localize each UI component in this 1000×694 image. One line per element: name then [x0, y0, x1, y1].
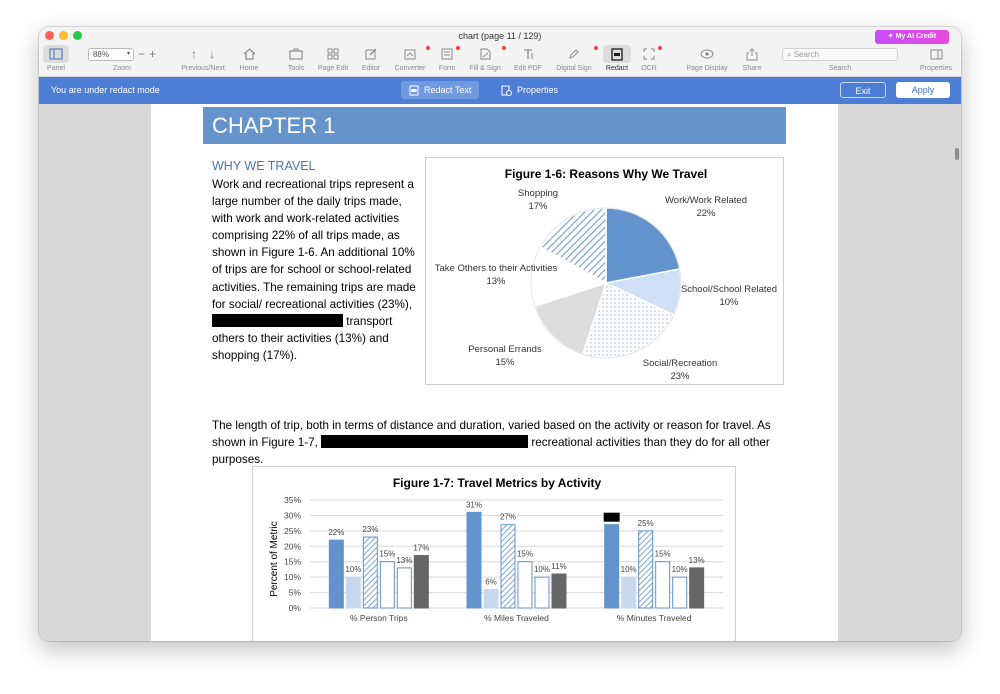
home-button[interactable] [235, 45, 263, 72]
redact-mode-bar [39, 77, 961, 104]
properties-panel-button[interactable] [913, 45, 959, 72]
pie-chart-title: Figure 1-6: Reasons Why We Travel [504, 167, 708, 181]
ai-credit-button[interactable]: ✦ My AI Credit [875, 30, 949, 44]
bar-chart-y-axis-label: Percent of Metric [269, 521, 280, 597]
toolbox-icon [289, 48, 303, 60]
bar [605, 525, 619, 608]
convert-icon [404, 48, 416, 60]
panel-label: Panel [47, 65, 65, 72]
redaction-box[interactable] [321, 435, 528, 448]
section-heading: WHY WE TRAVEL [212, 159, 316, 173]
redact-text-icon [409, 85, 419, 96]
bar-value-label: 15% [379, 549, 396, 559]
search-placeholder: Search [793, 49, 820, 59]
pie-slice-category-label: Work/Work Related [664, 195, 748, 206]
bar [639, 531, 653, 608]
pie-slice-value-label: 23% [670, 371, 690, 382]
bar-value-label: 10% [620, 565, 637, 575]
pie-slice-value-label: 15% [495, 357, 515, 368]
pie-chart-figure [425, 157, 784, 385]
text-edit-icon [522, 48, 534, 60]
pie-slice-value-label: 13% [486, 276, 506, 287]
previous-page-button[interactable]: ↑ [191, 47, 197, 61]
pie-slice-value-label: 17% [528, 201, 548, 212]
ai-credit-label: My AI Credit [895, 33, 937, 40]
share-button[interactable] [739, 45, 765, 72]
bar [346, 577, 360, 608]
y-tick-label: 20% [283, 541, 301, 552]
bar-value-label: 13% [396, 555, 413, 565]
sidebar-right-icon [930, 49, 943, 60]
digital-sign-button[interactable] [551, 45, 597, 72]
converter-button[interactable] [391, 45, 429, 72]
home-label: Home [239, 65, 259, 72]
bar-value-label: 10% [345, 565, 362, 575]
bar-chart-title: Figure 1-7: Travel Metrics by Activity [392, 476, 602, 490]
pie-slice-value-label: 22% [696, 208, 716, 219]
notification-dot [456, 46, 460, 50]
page-display-button[interactable] [681, 45, 733, 72]
pdf-page [151, 104, 838, 641]
prev-next-label: Previous/Next [181, 65, 225, 72]
edit-icon [365, 48, 377, 60]
digital-sign-label: Digital Sign [556, 65, 592, 72]
pie-slice-category-label: Personal Errands [468, 344, 542, 355]
bar [501, 525, 515, 608]
bar [535, 577, 549, 608]
bar [552, 574, 566, 608]
y-tick-label: 25% [283, 525, 301, 536]
y-tick-label: 35% [283, 495, 301, 505]
properties-tab-label: Properties [517, 85, 559, 95]
window-title: chart (page 11 / 129) [458, 31, 542, 41]
redact-mode-message: You are under redact mode [51, 85, 160, 95]
paragraph-2-text-b: recreational activities than they do for all other purposes. [212, 436, 770, 467]
bar [363, 537, 377, 608]
next-page-button[interactable]: ↓ [209, 47, 215, 61]
search-label: Search [828, 65, 852, 72]
bar-value-label: 15% [516, 549, 534, 559]
share-label: Share [742, 65, 762, 72]
chevron-down-icon: ▾ [126, 50, 130, 57]
paragraph-2 [212, 417, 772, 468]
bar [380, 562, 394, 608]
properties-icon [501, 85, 512, 96]
grid-icon [327, 48, 339, 60]
form-label: Form [438, 65, 456, 72]
bar-value-label: 31% [465, 500, 483, 510]
search-control [781, 45, 899, 72]
panel-button[interactable] [43, 45, 69, 72]
redact-label: Redact [605, 65, 629, 72]
page-edit-label: Page Edit [317, 65, 349, 72]
zoom-in-button[interactable]: + [149, 47, 157, 61]
app-window [39, 27, 961, 641]
home-icon [243, 48, 256, 60]
ocr-icon [643, 48, 655, 60]
bar [414, 556, 428, 608]
zoom-select[interactable] [88, 48, 134, 61]
search-icon: ⌕ [787, 49, 794, 59]
document-viewer[interactable] [39, 104, 961, 641]
search-input[interactable] [782, 48, 898, 61]
edit-pdf-button[interactable] [509, 45, 547, 72]
share-icon [746, 48, 758, 61]
redaction-box[interactable] [212, 314, 343, 327]
x-category-label: % Minutes Traveled [616, 613, 692, 623]
y-tick-label: 30% [283, 510, 301, 521]
properties-tab[interactable] [493, 81, 566, 99]
pie-slice-category-label: Take Others to their Activities [434, 263, 558, 274]
y-tick-label: 10% [283, 572, 301, 583]
redact-button[interactable] [603, 45, 631, 72]
x-category-label: % Miles Traveled [484, 613, 549, 623]
redact-text-tab[interactable] [401, 81, 479, 99]
properties-toolbar-label: Properties [920, 65, 952, 72]
pen-icon [568, 48, 580, 60]
tools-button[interactable] [283, 45, 309, 72]
converter-label: Converter [394, 65, 426, 72]
fill-sign-icon [479, 48, 491, 60]
bar [484, 589, 498, 608]
pie-slice-value-label: 10% [719, 297, 739, 308]
y-tick-label: 0% [288, 603, 301, 613]
bar-value-label: 6% [485, 577, 497, 587]
y-tick-label: 5% [288, 587, 301, 598]
bar [673, 577, 687, 608]
ocr-button[interactable] [637, 45, 661, 72]
pie-slice-category-label: Shopping [517, 188, 559, 199]
bar [622, 577, 636, 608]
x-category-label: % Person Trips [350, 613, 408, 623]
zoom-control [83, 45, 161, 72]
title-bar [39, 27, 961, 77]
apply-button[interactable]: Apply [896, 82, 950, 98]
bar-value-label: 23% [362, 525, 379, 535]
paragraph-1 [212, 176, 420, 364]
page-display-label: Page Display [686, 65, 728, 72]
notification-dot [594, 46, 598, 50]
bar-value-label: 15% [654, 549, 671, 559]
paragraph-2-text-a: The length of trip, both in terms of distance and duration, varied based on the activity or reason for travel. As shown in Figure 1-7, [212, 419, 771, 450]
bar [397, 568, 411, 608]
eye-icon [700, 49, 714, 59]
tools-label: Tools [287, 65, 305, 72]
pie-chart [426, 158, 785, 386]
bar-value-label: 22% [328, 528, 345, 538]
zoom-label: Zoom [113, 65, 131, 72]
editor-button[interactable] [357, 45, 385, 72]
fill-sign-button[interactable] [465, 45, 505, 72]
bar-value-label: 17% [413, 543, 430, 553]
bar-value-label: 11% [551, 562, 567, 572]
notification-dot [426, 46, 430, 50]
ocr-label: OCR [641, 65, 657, 72]
zoom-value: 88% [92, 49, 109, 59]
zoom-out-button[interactable]: − [137, 47, 145, 61]
edit-pdf-label: Edit PDF [513, 65, 542, 72]
bar [329, 540, 343, 608]
y-tick-label: 15% [283, 556, 301, 567]
page-edit-button[interactable] [315, 45, 351, 72]
redaction-box[interactable] [604, 513, 620, 522]
bar-chart [253, 467, 737, 641]
editor-label: Editor [361, 65, 381, 72]
notification-dot [658, 46, 662, 50]
bar-value-label: 13% [688, 555, 705, 565]
pie-slice-category-label: School/School Related [680, 284, 778, 295]
bar-value-label: 10% [533, 565, 551, 575]
redact-text-label: Redact Text [424, 85, 472, 95]
bar-value-label: 25% [637, 518, 654, 528]
form-icon [441, 48, 453, 60]
bar-chart-figure [252, 466, 736, 641]
exit-button[interactable]: Exit [840, 82, 886, 98]
redact-icon [611, 48, 623, 61]
pie-slice-category-label: Social/Recreation [642, 358, 718, 369]
bar-value-label: 10% [671, 565, 688, 575]
vertical-scrollbar[interactable] [955, 148, 959, 160]
panel-icon [49, 48, 63, 60]
chapter-title: CHAPTER 1 [203, 107, 786, 144]
form-button[interactable] [435, 45, 459, 72]
prev-next-control [177, 45, 229, 72]
notification-dot [502, 46, 506, 50]
bar [467, 512, 481, 608]
paragraph-1-text-b: transport others to their activities (13%) and shopping (17%). [212, 314, 393, 362]
bar [518, 562, 532, 608]
paragraph-1-text-a: Work and recreational trips represent a large number of the daily trips made, with work and work-related activities comprising 22% of all trips made, as shown in Figure 1-6. An additional 10% of trips are for school or school-related activities. The remaining trips are made for social/ recreational activities (23%), [212, 178, 416, 311]
fill-sign-label: Fill & Sign [469, 65, 501, 72]
bar [656, 562, 670, 608]
bar [690, 568, 704, 608]
bar-value-label: 27% [499, 512, 517, 522]
